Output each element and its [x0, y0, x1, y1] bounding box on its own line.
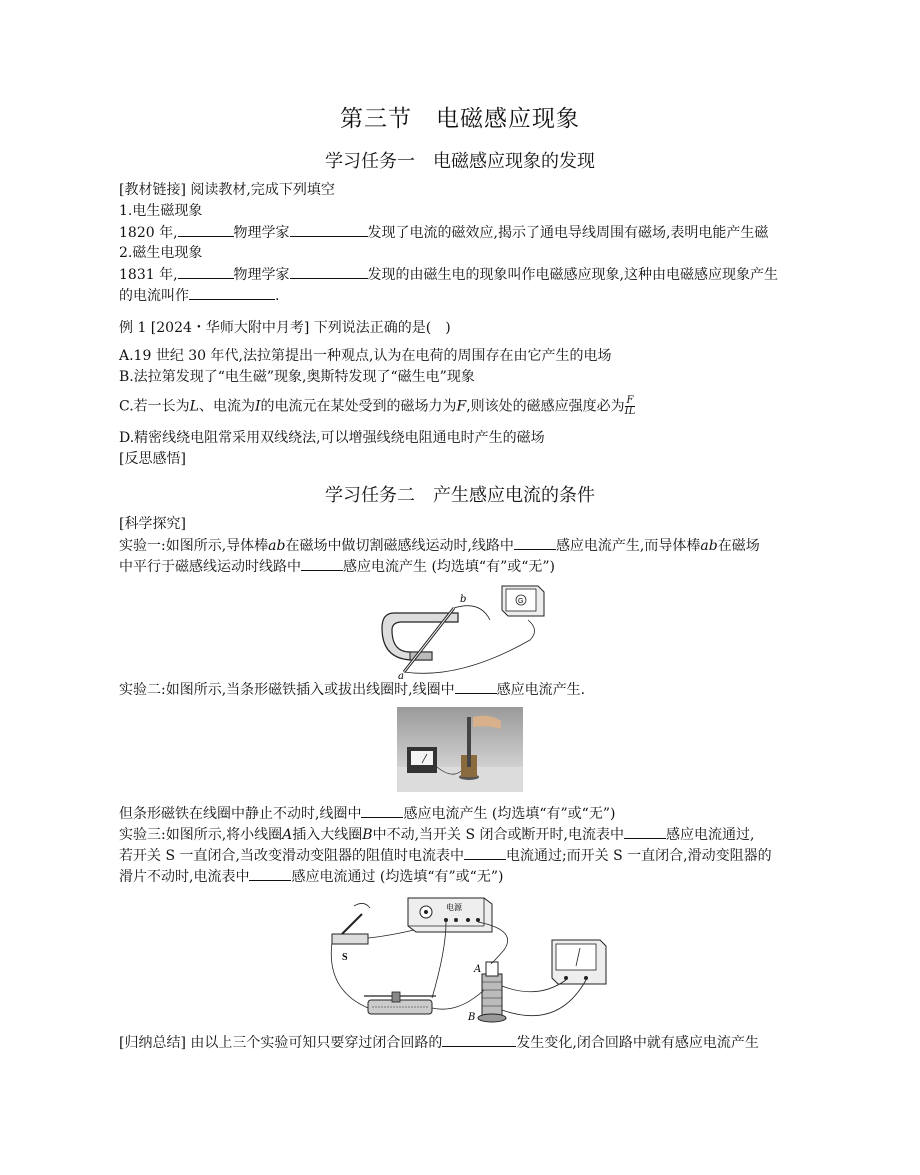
- blank-summary-flux[interactable]: [442, 1032, 516, 1047]
- figure-coils-circuit: [328, 890, 624, 1030]
- textbook-link-intro: [教材链接] 阅读教材,完成下列填空: [119, 182, 335, 198]
- inquiry-label: [科学探究]: [119, 516, 186, 532]
- power-supply-label: 电源: [446, 903, 462, 912]
- exp3-line1: 实验三:如图所示,将小线圈A插入大线圈B中不动,当开关 S 闭合或断开时,电流表中 感应电流通过,: [119, 824, 809, 846]
- section-title: 第三节 电磁感应现象: [340, 106, 580, 132]
- option-c: C.若一长为L、电流为I的电流元在某处受到的磁场力为F,则该处的磁感应强度必为 $\frac{F}{IL}$: [119, 395, 636, 417]
- blank-1831-country[interactable]: [178, 264, 234, 279]
- fraction-f-over-il: $\frac{F}{IL}$: [624, 395, 636, 417]
- exp2-line1: 实验二:如图所示,当条形磁铁插入或拔出线圈时,线圈中 感应电流产生.: [119, 679, 809, 701]
- blank-1820-country[interactable]: [178, 222, 234, 237]
- blank-1831-physicist[interactable]: [290, 264, 368, 279]
- switch-label-s: S: [342, 952, 348, 963]
- option-d: D.精密线绕电阻常采用双线绕法,可以增强线绕电阻通电时产生的磁场: [119, 430, 545, 446]
- blank-exp2-moving[interactable]: [455, 679, 497, 694]
- blank-induced-current[interactable]: [189, 285, 275, 300]
- blank-exp1-cutting[interactable]: [514, 535, 556, 550]
- task2-heading: 学习任务二 产生感应电流的条件: [325, 485, 595, 506]
- blank-exp3-still[interactable]: [249, 866, 291, 881]
- item1-sentence: 1820 年, 物理学家 发现了电流的磁效应,揭示了通电导线周围有磁场,表明电能产生磁: [119, 222, 809, 244]
- galvanometer-g-label: G: [518, 598, 524, 605]
- coil-label-b: B: [468, 1012, 476, 1023]
- blank-exp3-switch[interactable]: [624, 824, 666, 839]
- blank-exp1-parallel[interactable]: [301, 556, 343, 571]
- item2-sentence-cont: 的电流叫作 .: [119, 285, 809, 307]
- figure-magnet-rod-galvanometer: [380, 580, 550, 680]
- blank-exp3-rheostat[interactable]: [464, 845, 506, 860]
- rod-label-b: b: [460, 594, 467, 605]
- exp3-line3: 滑片不动时,电流表中 感应电流通过 (均选填“有”或“无”): [119, 866, 809, 888]
- exp1-line2: 中平行于磁感线运动时线路中 感应电流产生 (均选填“有”或“无”): [119, 556, 809, 578]
- example-1-stem: 例 1 [2024・华师大附中月考] 下列说法正确的是( ): [119, 320, 451, 336]
- rod-label-a: a: [398, 671, 404, 680]
- item2-sentence: 1831 年, 物理学家 发现的由磁生电的现象叫作电磁感应现象,这种由电磁感应现象产生: [119, 264, 809, 286]
- option-b: B.法拉第发现了“电生磁”现象,奥斯特发现了“磁生电”现象: [119, 369, 475, 385]
- figure-coil-magnet-photo: [397, 707, 523, 792]
- exp1-line1: 实验一:如图所示,导体棒ab在磁场中做切割磁感线运动时,线路中 感应电流产生,而导体棒ab在磁场: [119, 535, 809, 557]
- blank-exp2-static[interactable]: [361, 803, 403, 818]
- item2-title: 2.磁生电现象: [119, 245, 203, 261]
- task1-heading: 学习任务一 电磁感应现象的发现: [325, 151, 595, 172]
- reflection-label: [反思感悟]: [119, 451, 186, 467]
- blank-1820-physicist[interactable]: [290, 222, 368, 237]
- exp2-line2: 但条形磁铁在线圈中静止不动时,线圈中 感应电流产生 (均选填“有”或“无”): [119, 803, 809, 825]
- coil-label-a: A: [474, 964, 482, 975]
- item1-title: 1.电生磁现象: [119, 203, 203, 219]
- option-a: A.19 世纪 30 年代,法拉第提出一种观点,认为在电荷的周围存在由它产生的电场: [119, 348, 612, 364]
- summary-line: [归纳总结] 由以上三个实验可知只要穿过闭合回路的 发生变化,闭合回路中就有感应电流产生: [119, 1032, 809, 1054]
- exp3-line2: 若开关 S 一直闭合,当改变滑动变阻器的阻值时电流表中 电流通过;而开关 S 一直闭合,滑动变阻器的: [119, 845, 809, 867]
